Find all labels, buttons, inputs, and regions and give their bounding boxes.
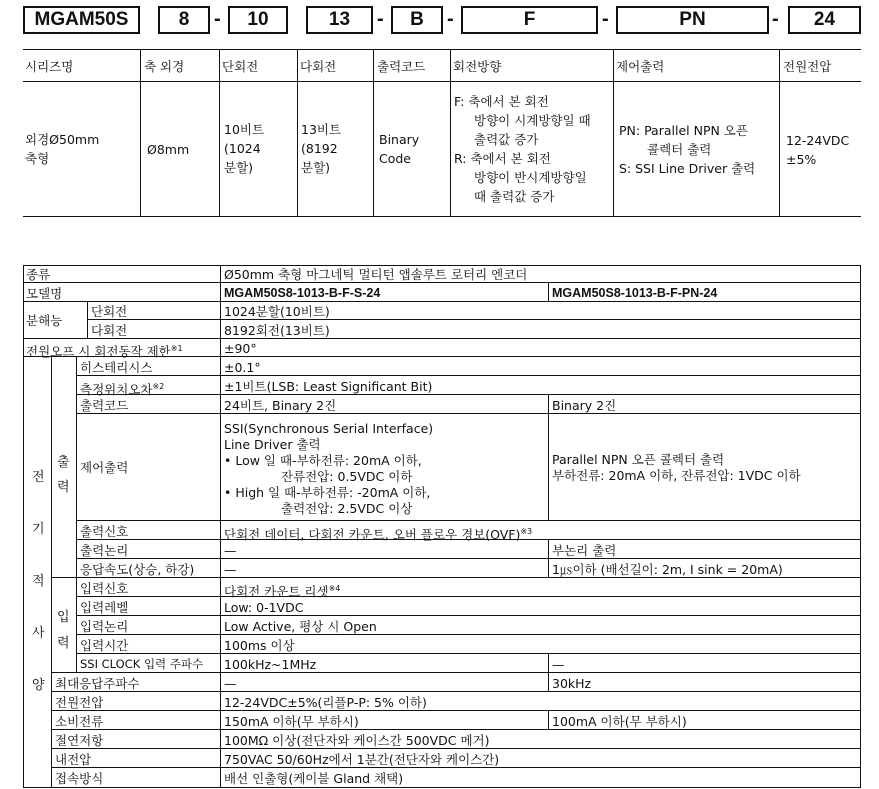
code-box-shaft (158, 6, 210, 34)
spec-accuracy-label: 측정위치오차$^{※2}$ (80, 382, 165, 398)
spec-power-off-label: 전원오프 시 회전동작 제한$^{※1}$ (26, 344, 183, 360)
spec-in-level-value: Low: 0-1VDC (224, 600, 304, 615)
spec-response-s: — (224, 562, 237, 577)
code-box-power (788, 6, 861, 34)
spec-hysteresis-label: 히스테리시스 (80, 360, 153, 375)
spec-accuracy-value: ±1비트(LSB: Least Significant Bit) (224, 379, 433, 394)
spec-in-time-value: 100ms 이상 (224, 638, 295, 653)
spec-table (23, 265, 861, 788)
spec-connection-value: 배선 인출형(케이블 Gland 채택) (224, 771, 404, 786)
code-dash: - (772, 8, 779, 30)
spec-multi-label: 다회전 (91, 323, 128, 338)
spec-max-freq-s: — (224, 676, 237, 691)
spec-logic-s: — (224, 543, 237, 558)
spec-current-pn: 100mA 이하(무 부하시) (552, 714, 687, 729)
spec-in-time-label: 입력시간 (80, 638, 129, 653)
code-box-series (23, 6, 140, 34)
header-shaft: 축 외경 (144, 59, 185, 74)
spec-signal-label: 출력신호 (80, 524, 129, 539)
code-power: 24 (813, 9, 836, 30)
spec-in-level-label: 입력레벨 (80, 600, 129, 615)
spec-control-pn: Parallel NPN 오픈 콜렉터 출력 부하전류: 20mA 이하, 잔류전압: 1VDC 이하 (552, 452, 801, 483)
spec-in-logic-value: Low Active, 평상 시 Open (224, 619, 377, 634)
group-electrical-char: 기 (32, 522, 45, 537)
spec-model-pn: MGAM50S8-1013-B-F-PN-24 (552, 286, 718, 300)
spec-max-freq-label: 최대응답주파수 (55, 676, 140, 691)
spec-insulation-label: 절연저항 (55, 733, 104, 748)
spec-in-signal-value: 다회전 카운트 리셋$^{※4}$ (224, 584, 341, 600)
header-series: 시리즈명 (25, 59, 74, 74)
spec-voltage-value: 12-24VDC±5%(리플P-P: 5% 이하) (224, 695, 427, 710)
header-power: 전원전압 (783, 59, 832, 74)
spec-code-s: 24비트, Binary 2진 (224, 398, 337, 413)
spec-logic-label: 출력논리 (80, 543, 129, 558)
spec-model-label: 모델명 (26, 286, 63, 301)
spec-in-logic-label: 입력논리 (80, 619, 129, 634)
spec-type-value: Ø50mm 축형 마그네틱 멀티턴 앱솔루트 로터리 엔코더 (224, 267, 528, 282)
code-dash: - (214, 8, 221, 30)
group-input-char: 입 (57, 610, 70, 625)
spec-hysteresis-value: ±0.1° (224, 360, 261, 375)
code-shaft: 8 (178, 9, 190, 30)
group-output-char: 력 (57, 480, 70, 495)
spec-insulation-value: 100MΩ 이상(전단자와 케이스간 500VDC 메거) (224, 733, 490, 748)
spec-single-value: 1024분할(10비트) (224, 304, 330, 319)
code-output: B (410, 9, 424, 30)
header-single-turn: 단회전 (222, 59, 259, 74)
spec-dielectric-label: 내전압 (55, 752, 92, 767)
spec-response-label: 응답속도(상승, 하강) (80, 562, 195, 577)
group-output-char: 출 (57, 455, 70, 470)
code-dash: - (377, 8, 384, 30)
group-electrical-char: 양 (32, 678, 45, 693)
spec-logic-pn: 부논리 출력 (552, 543, 617, 558)
spec-resolution-label: 분해능 (26, 313, 63, 328)
header-multi-turn: 다회전 (300, 59, 337, 74)
cell-rotation: F: 축에서 본 회전 방향이 시계방향일 때 출력값 증가 R: 축에서 본 회전 방향이 반시계방향일 때 출력값 증가 (454, 94, 591, 204)
group-electrical-char: 전 (32, 470, 45, 485)
group-input-char: 력 (57, 636, 70, 651)
spec-connection-label: 접속방식 (55, 771, 104, 786)
cell-multi-turn: 13비트 (8192 분할) (301, 122, 342, 175)
cell-series: 외경Ø50mm 축형 (25, 132, 100, 166)
spec-model-s: MGAM50S8-1013-B-F-S-24 (224, 286, 381, 300)
code-rotation: F (523, 9, 536, 30)
order-code-table (23, 49, 861, 217)
code-box-output (391, 6, 443, 34)
spec-current-label: 소비전류 (55, 714, 104, 729)
group-electrical-char: 적 (32, 574, 45, 589)
code-dash: - (447, 8, 454, 30)
cell-single-turn: 10비트 (1024 분할) (224, 122, 265, 175)
cell-power: 12-24VDC ±5% (786, 133, 850, 167)
code-box-multi (306, 6, 373, 34)
code-multi-turn: 13 (328, 9, 351, 30)
cell-control-output: PN: Parallel NPN 오픈 콜렉터 출력 S: SSI Line Driver 출력 (619, 123, 756, 176)
spec-response-pn: 1㎲이하 (배선길이: 2m, I sink = 20mA) (552, 562, 783, 577)
code-dash: - (602, 8, 609, 30)
spec-control-label: 제어출력 (80, 460, 129, 475)
spec-dielectric-value: 750VAC 50/60Hz에서 1분간(전단자와 케이스간) (224, 752, 500, 767)
spec-ssi-label: SSI CLOCK 입력 주파수 (80, 657, 204, 671)
spec-type-label: 종류 (26, 267, 51, 282)
spec-multi-value: 8192회전(13비트) (224, 323, 330, 338)
code-single-turn: 10 (247, 9, 269, 30)
spec-signal-value: 단회전 데이터, 다회전 카운트, 오버 플로우 경보(OVF)$^{※3}$ (224, 527, 533, 543)
header-control-output: 제어출력 (616, 59, 665, 74)
cell-output-code: Binary Code (379, 132, 420, 166)
spec-power-off-value: ±90° (224, 341, 257, 356)
code-series: MGAM50S (34, 9, 129, 30)
spec-voltage-label: 전원전압 (55, 695, 104, 710)
spec-current-s: 150mA 이하(무 부하시) (224, 714, 359, 729)
spec-code-label: 출력코드 (80, 398, 129, 413)
spec-code-pn: Binary 2진 (552, 398, 617, 413)
spec-max-freq-pn: 30kHz (552, 676, 592, 691)
spec-in-signal-label: 입력신호 (80, 581, 129, 596)
header-output-code: 출력코드 (377, 59, 426, 74)
spec-ssi-pn: — (552, 657, 565, 672)
code-box-single (228, 6, 288, 34)
cell-shaft: Ø8mm (147, 142, 190, 157)
code-control: PN (679, 9, 706, 30)
code-box-rotation (461, 6, 598, 34)
group-electrical-char: 사 (32, 626, 45, 641)
spec-control-s: SSI(Synchronous Serial Interface) Line Driver 출력 • Low 일 때-부하전류: 20mA 이하, 잔류전압: 0.5VDC 이하 • High 일 때-부하전류: -20mA 이하, 출력전압: 2.5VDC 이상 (224, 421, 434, 516)
code-box-control (616, 6, 769, 34)
spec-single-label: 단회전 (91, 304, 128, 319)
header-rotation: 회전방향 (453, 59, 502, 74)
spec-ssi-s: 100kHz~1MHz (224, 657, 317, 672)
